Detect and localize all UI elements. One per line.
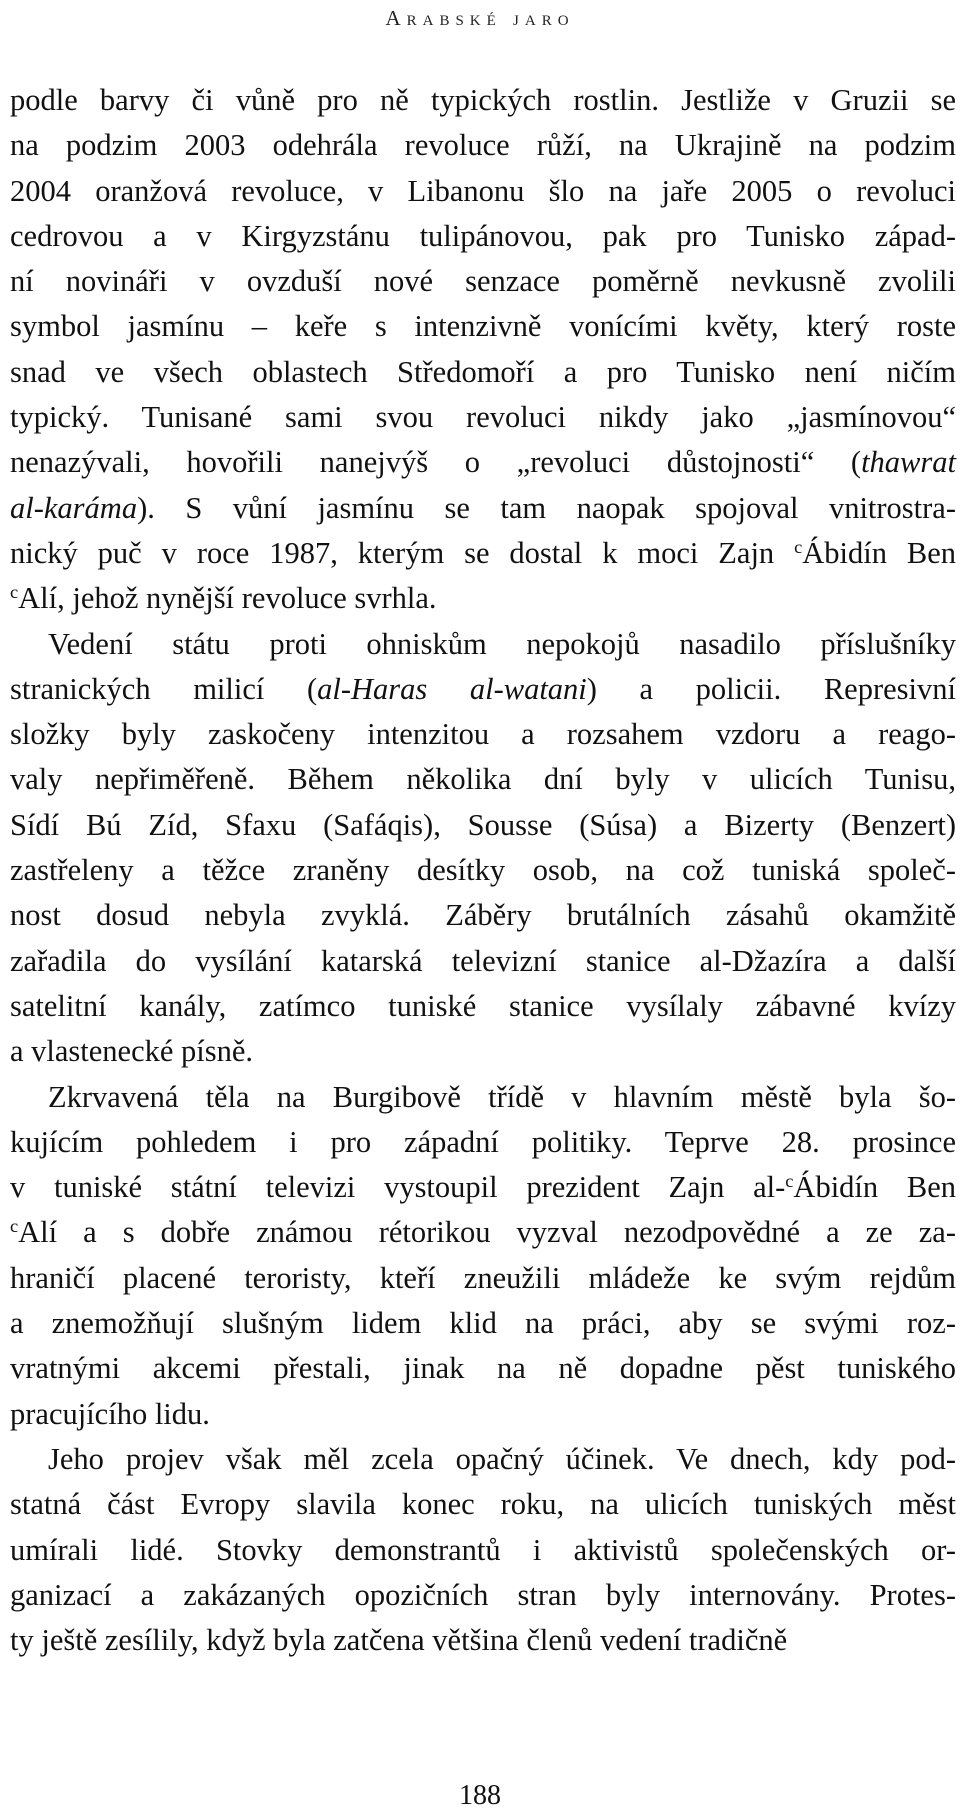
text-line: typický. Tunisané sami svou revoluci nikdy jako „jasmínovou“ <box>10 400 956 435</box>
text-line: satelitní kanály, zatímco tuniské stanice vysílaly zábavné kvízy <box>10 988 956 1023</box>
text-line: stranických milicí (al-Haras al-watani) a policii. Represivní <box>10 671 956 706</box>
text-line: Vedení státu proti ohniskům nepokojů nasadilo příslušníky <box>48 626 956 661</box>
text-line: symbol jasmínu – keře s intenzivně vonícími květy, který roste <box>10 309 956 344</box>
text-line: ganizací a zakázaných opozičních stran byly internovány. Protes- <box>10 1577 956 1612</box>
text-line: a znemožňují slušným lidem klid na práci, aby se svými roz- <box>10 1306 956 1341</box>
text-line: $^c$Alí a s dobře známou rétorikou vyzval nezodpovědné a ze za- <box>10 1215 956 1250</box>
text-line: nenazývali, hovořili nanejvýš o „revoluci důstojnosti“ (thawrat <box>10 445 956 480</box>
text-line: zastřeleny a těžce zraněny desítky osob, na což tuniská společ- <box>10 853 956 888</box>
body-text <box>10 78 956 1663</box>
text-line: snad ve všech oblastech Středomoří a pro Tunisko není ničím <box>10 354 956 389</box>
text-line: kujícím pohledem i pro západní politiky. Teprve 28. prosince <box>10 1124 956 1159</box>
text-line: na podzim 2003 odehrála revoluce růží, na Ukrajině na podzim <box>10 128 956 163</box>
paragraph <box>10 1437 956 1663</box>
text-line: 2004 oranžová revoluce, v Libanonu šlo na jaře 2005 o revoluci <box>10 173 956 208</box>
text-line: umírali lidé. Stovky demonstrantů i aktivistů společenských or- <box>10 1532 956 1567</box>
paragraph <box>10 622 956 1075</box>
text-line: al-karáma). S vůní jasmínu se tam naopak spojoval vnitrostra- <box>10 490 956 525</box>
text-line: pracujícího lidu. <box>10 1396 210 1431</box>
text-line: statná část Evropy slavila konec roku, na ulicích tuniských měst <box>10 1487 956 1522</box>
text-line: Zkrvavená těla na Burgibově třídě v hlavním městě byla šo- <box>48 1079 956 1114</box>
text-line: Jeho projev však měl zcela opačný účinek. Ve dnech, kdy pod- <box>48 1441 956 1476</box>
text-line: ní novináři v ovzduší nové senzace poměrně nevkusně zvolili <box>10 264 956 299</box>
text-line: $^c$Alí, jehož nynější revoluce svrhla. <box>10 581 437 616</box>
page-number: 188 <box>459 1780 501 1811</box>
text-line: valy nepřiměřeně. Během několika dní byly v ulicích Tunisu, <box>10 762 956 797</box>
text-line: hraničí placené teroristy, kteří zneužili mládeže ke svým rejdům <box>10 1260 956 1295</box>
paragraph <box>10 1075 956 1437</box>
text-line: ty ještě zesílily, když byla zatčena většina členů vedení tradičně <box>10 1623 788 1658</box>
paragraph <box>10 78 956 622</box>
text-line: vratnými akcemi přestali, jinak na ně dopadne pěst tuniského <box>10 1351 956 1386</box>
text-line: a vlastenecké písně. <box>10 1034 254 1069</box>
text-line: složky byly zaskočeny intenzitou a rozsahem vzdoru a reago- <box>10 717 956 752</box>
text-line: zařadila do vysílání katarská televizní stanice al-Džazíra a další <box>10 943 956 978</box>
text-line: podle barvy či vůně pro ně typických rostlin. Jestliže v Gruzii se <box>10 83 956 117</box>
text-line: v tuniské státní televizi vystoupil prezident Zajn al-$^c$Ábidín Ben <box>10 1170 956 1205</box>
running-header: Arabské jaro <box>385 6 575 30</box>
text-line: Sídí Bú Zíd, Sfaxu (Safáqis), Sousse (Súsa) a Bizerty (Benzert) <box>10 807 956 842</box>
text-line: nický puč v roce 1987, kterým se dostal k moci Zajn $^c$Ábidín Ben <box>10 535 956 570</box>
text-line: cedrovou a v Kirgyzstánu tulipánovou, pak pro Tunisko západ- <box>10 218 956 253</box>
text-line: nost dosud nebyla zvyklá. Záběry brutálních zásahů okamžitě <box>10 898 956 933</box>
